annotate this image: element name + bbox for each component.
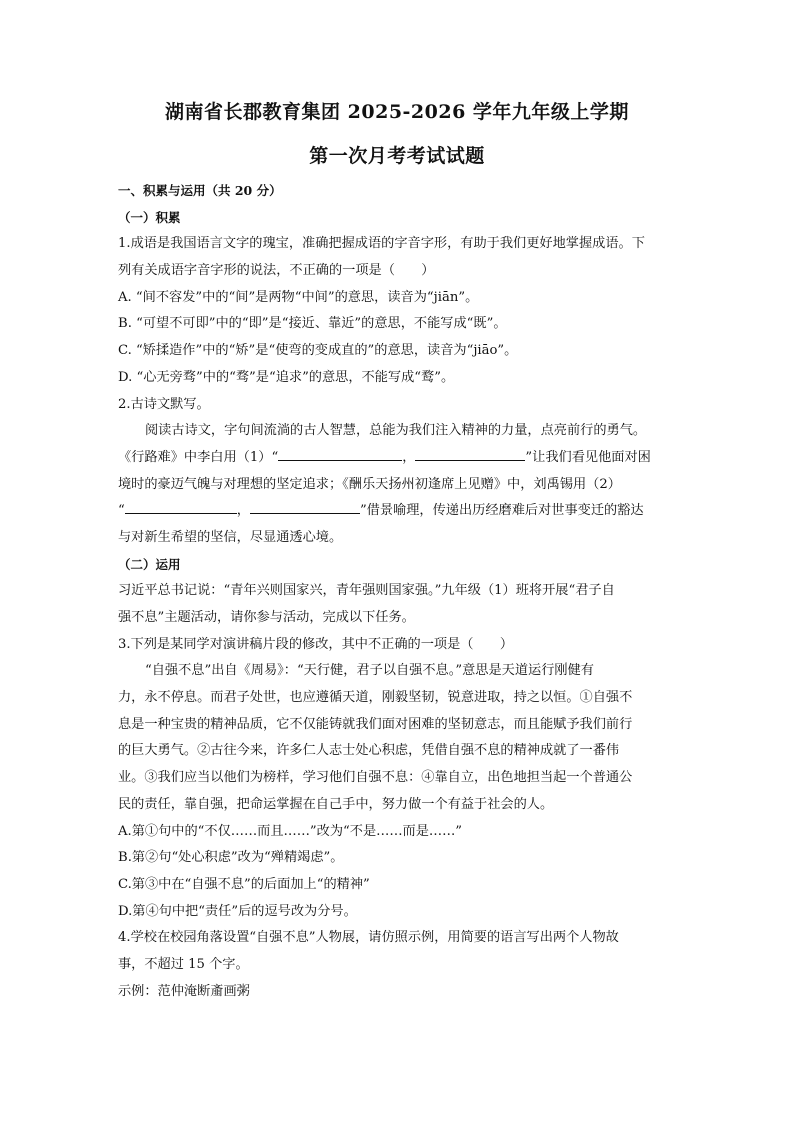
question-2-passage-line: 境时的豪迈气魄与对理想的坚定追求；《酬乐天扬州初逢席上见赠》中，刘禹锡用（2） <box>118 476 621 492</box>
question-2-stem: 2.古诗文默写。 <box>118 396 210 412</box>
passage-text: ， <box>236 503 250 519</box>
question-1-option-d: D. “心无旁骛”中的“骛”是“追求”的意思，不能写成“鹜”。 <box>118 369 455 385</box>
question-4-stem: 4.学校在校园角落设置“自强不息”人物展，请仿照示例，用简要的语言写出两个人物故 <box>118 930 619 946</box>
fill-blank[interactable] <box>125 499 237 514</box>
fill-blank[interactable] <box>415 446 525 461</box>
activity-intro-cont: 强不息”主题活动，请你参与活动，完成以下任务。 <box>118 610 415 625</box>
fill-blank[interactable] <box>250 499 360 514</box>
question-3-option-d: D.第④句中把“责任”后的逗号改为分号。 <box>118 903 357 919</box>
question-3-passage-line: 的巨大勇气。②古往今来，许多仁人志士处心积虑，凭借自强不息的精神成就了一番伟 <box>118 743 620 759</box>
fill-blank[interactable] <box>278 446 402 461</box>
exam-title-line1: 湖南省长郡教育集团 2025-2026 学年九年级上学期 <box>165 101 629 123</box>
question-2-passage-line: 阅读古诗文，字句间流淌的古人智慧，总能为我们注入精神的力量，点亮前行的勇气。 <box>145 423 647 439</box>
question-1-option-b: B. “可望不可即”中的“即”是“接近、靠近”的意思，不能写成“既”。 <box>118 316 507 332</box>
section-heading: 一、积累与运用（共 20 分） <box>118 183 282 198</box>
exam-content <box>118 178 676 1005</box>
question-3-passage-line: “自强不息”出自《周易》：“天行健，君子以自强不息。”意思是天道运行刚健有 <box>145 663 594 679</box>
question-3-passage-line: 民的责任，靠自强，把命运掌握在自己手中，努力做一个有益于社会的人。 <box>118 796 554 812</box>
question-3-passage-line: 息是一种宝贵的精神品质，它不仅能铸就我们面对困难的坚韧意志，而且能赋予我们前行 <box>118 716 633 732</box>
question-4-example: 示例：范仲淹断齑画粥 <box>118 983 250 999</box>
question-2-passage-line: 与对新生希望的坚信，尽显通透心境。 <box>118 529 343 545</box>
question-3-option-c: C.第③中在“自强不息”的后面加上“的精神” <box>118 876 370 892</box>
question-4-stem-cont: 事，不超过 15 个字。 <box>118 956 249 972</box>
passage-text: “ <box>118 503 125 519</box>
question-3-option-a: A.第①句中的“不仅……而且……”改为“不是……而是……” <box>118 823 462 839</box>
question-1-stem-cont: 列有关成语字音字形的说法，不正确的一项是（ ） <box>118 263 435 279</box>
passage-text: 《行路难》中李白用（1）“ <box>118 449 279 465</box>
question-3-passage-line: 力，永不停息。而君子处世，也应遵循天道，刚毅坚韧，锐意进取，持之以恒。①自强不 <box>118 690 633 706</box>
question-2-passage-line <box>118 445 676 472</box>
question-3-passage-line: 业。③我们应当以他们为榜样，学习他们自强不息：④靠自立，出色地担当起一个普通公 <box>118 770 633 786</box>
passage-text: ， <box>402 449 416 465</box>
question-3-option-b: B.第②句“处心积虑”改为“殚精竭虑”。 <box>118 850 344 866</box>
question-3-stem: 3.下列是某同学对演讲稿片段的修改，其中不正确的一项是（ ） <box>118 636 514 652</box>
exam-title-line2: 第一次月考考试试题 <box>309 145 485 167</box>
question-1-option-c: C. “矫揉造作”中的“矫”是“使弯的变成直的”的意思，读音为“jiāo”。 <box>118 343 518 359</box>
passage-text: ”借景喻理，传递出历经磨难后对世事变迁的豁达 <box>359 503 644 519</box>
subsection-heading: （一）积累 <box>118 209 181 225</box>
passage-text: ”让我们看见他面对困 <box>525 449 651 465</box>
activity-intro: 习近平总书记说：“青年兴则国家兴，青年强则国家强。”九年级（1）班将开展“君子自 <box>118 583 615 599</box>
question-1-stem: 1.成语是我国语言文字的瑰宝，准确把握成语的字音字形，有助于我们更好地掌握成语。下 <box>118 236 645 252</box>
question-2-passage-line <box>118 498 676 525</box>
subsection-heading: （二）运用 <box>118 556 181 572</box>
question-1-option-a: A. “间不容发”中的“间”是两物“中间”的意思，读音为“jiān”。 <box>118 289 479 305</box>
